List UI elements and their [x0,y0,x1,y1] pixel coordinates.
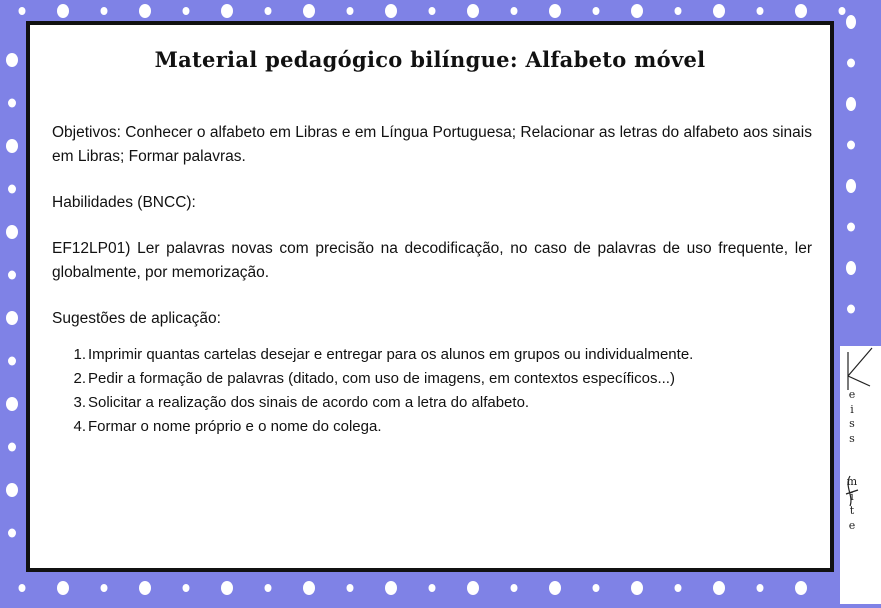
border-dot [57,581,69,595]
signature-letters: e i s s m i t e [846,388,858,532]
skills-label: Habilidades (BNCC): [52,194,196,211]
border-dot [57,4,69,18]
border-dot [847,141,855,150]
border-dot [713,581,725,595]
border-dot [385,4,397,18]
border-dot [846,97,856,111]
border-dot [6,139,18,153]
suggestions-list [52,343,812,439]
border-dot [847,59,855,68]
document-body [52,121,812,439]
border-dot [847,305,855,314]
border-dot [757,584,764,592]
border-dot [8,357,16,366]
list-item: 2. Pedir a formação de palavras (ditado, com uso de imagens, em contextos específicos...) [73,370,675,387]
border-dot [846,261,856,275]
list-item: 4. Formar o nome próprio e o nome do colega. [73,418,382,435]
border-dot [467,581,479,595]
border-dot [713,4,725,18]
border-dot [19,584,26,592]
border-dot [8,99,16,108]
border-dot [846,179,856,193]
border-dot [675,7,682,15]
skill-paragraph: EF12LP01) Ler palavras novas com precisão na decodificação, no caso de palavras de uso frequente, ler globalmente, por memorização. [52,240,812,281]
content-card [26,21,834,572]
border-dot [221,581,233,595]
border-dot [847,223,855,232]
border-dot [467,4,479,18]
border-dot [593,584,600,592]
suggestions-label: Sugestões de aplicação: [52,310,221,327]
border-dot [183,7,190,15]
border-dot [6,53,18,67]
border-dot [8,185,16,194]
border-dot [265,584,272,592]
border-dot [8,443,16,452]
border-dot [511,7,518,15]
border-dot [303,4,315,18]
border-dot [8,529,16,538]
list-item: 3. Solicitar a realização dos sinais de acordo com a letra do alfabeto. [73,394,530,411]
border-dot [549,581,561,595]
border-dot [846,15,856,29]
border-dot [593,7,600,15]
border-dot [429,584,436,592]
border-dot [839,7,846,15]
border-dot [385,581,397,595]
border-dot [8,271,16,280]
border-dot [631,581,643,595]
border-dot [795,4,807,18]
page-title: Material pedagógico bilíngue: Alfabeto móvel [154,47,706,72]
border-dot [265,7,272,15]
border-dot [795,581,807,595]
border-dot [183,584,190,592]
border-dot [101,584,108,592]
border-dot [6,483,18,497]
border-dot [429,7,436,15]
border-dot [631,4,643,18]
border-dot [139,4,151,18]
objectives-paragraph: Objetivos: Conhecer o alfabeto em Libras e em Língua Portuguesa; Relacionar as letras do alfabeto aos sinais em Libras; Formar palavras. [52,124,812,165]
border-dot [511,584,518,592]
border-dot [347,7,354,15]
border-dot [6,397,18,411]
border-dot [549,4,561,18]
border-dot [19,7,26,15]
border-dot [139,581,151,595]
border-dot [303,581,315,595]
border-dot [221,4,233,18]
border-dot [6,225,18,239]
border-dot [675,584,682,592]
border-dot [6,311,18,325]
list-item: 1. Imprimir quantas cartelas desejar e entregar para os alunos em grupos ou individualmente. [73,346,694,363]
border-dot [757,7,764,15]
border-dot [101,7,108,15]
border-dot [347,584,354,592]
